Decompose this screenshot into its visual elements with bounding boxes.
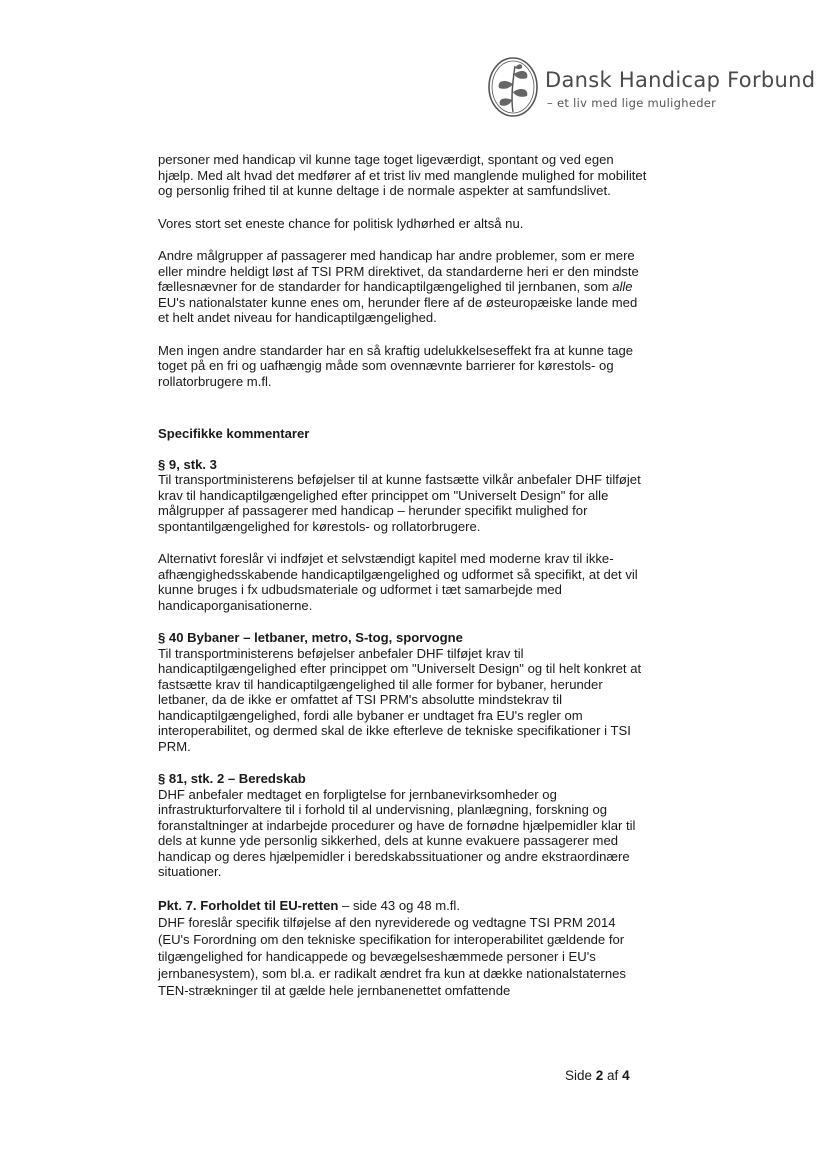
paragraph: personer med handicap vil kunne tage toget ligeværdigt, spontant og ved egen hjælp. Med alt hvad det medfører af et trist liv med manglende mulighed for mobilitet og personlig frihed til at kunne deltage i de normale aspekter at samfundslivet. — [158, 152, 647, 198]
comment-section — [158, 630, 648, 754]
comment-section — [158, 897, 648, 999]
page-label: Side — [565, 1068, 596, 1083]
comment-text: Til transportministerens beføjelser til at kunne fastsætte vilkår anbefaler DHF tilføjet krav til handicaptilgængelighed efter princippet om "Universelt Design" for alle målgrupper af passagerer med handicap – herunder specifikt mulighed for spontantilgængelighed for kørestols- og rollatorbrugere. — [158, 472, 641, 534]
page-number-footer — [565, 1068, 630, 1083]
paragraph: Vores stort set eneste chance for politisk lydhørhed er altså nu. — [158, 215, 524, 231]
page-of-label: af — [603, 1068, 623, 1083]
paragraph — [158, 248, 648, 326]
leaf-emblem-icon — [487, 56, 539, 118]
organization-name: Dansk Handicap Forbund — [545, 68, 816, 92]
paragraph: Alternativt foreslår vi indføjet et selvstændigt kapitel med moderne krav til ikke-afhængighedsskabende handicaptilgængelighed og udformet så specifikt, at det vil kunne bruges i fx udbudsmateriale og udformet i tæt samarbejde med handicaporganisationerne. — [158, 551, 638, 613]
comment-text: DHF anbefaler medtaget en forpligtelse for jernbanevirksomheder og infrastrukturforvaltere til i forhold til al undervisning, planlægning, forskning og foranstaltninger at indarbejde procedurer og have de fornødne hjælpemidler klar til dels at kunne yde personlig sikkerhed, dels at kunne evakuere passagerer med handicap og deres hjælpemidler i beredskabssituationer og andre ekstraordinære situationer. — [158, 786, 636, 879]
comment-text: Til transportministerens beføjelser anbefaler DHF tilføjet krav til handicaptilgængelighed efter princippet om "Universelt Design" og til helt konkret at fastsætte krav til handicaptilgængelighed til alle former for bybaner, herunder letbaner, da de ikke er omfattet af TSI PRM's absolutte mindstekrav til handicaptilgængelighed, fordi alle bybaner er undtaget fra EU's regler om interoperabilitet, og dermed skal de ikke efterleve de tekniske specifikationer i TSI PRM. — [158, 645, 642, 754]
comment-title: § 40 Bybaner – letbaner, metro, S-tog, sporvogne — [158, 630, 463, 645]
paragraph: Men ingen andre standarder har en så kraftig udelukkelseseffekt fra at kunne tage toget på en fri og uafhængig måde som ovennævnte barrierer for kørestols- og rollatorbrugere m.fl. — [158, 342, 634, 389]
letter-body — [158, 152, 648, 1016]
emphasis-text: alle — [612, 279, 633, 294]
comment-title: § 9, stk. 3 — [158, 456, 217, 472]
page-number: 2 — [595, 1068, 604, 1083]
page-total: 4 — [622, 1068, 630, 1083]
comment-section — [158, 457, 648, 535]
comment-subtitle: – side 43 og 48 m.fl. — [338, 897, 460, 913]
organization-logo — [487, 56, 816, 120]
comment-text: DHF foreslår specifik tilføjelse af den nyreviderede og vedtagne TSI PRM 2014 (EU's Forordning om den tekniske specifikation for interoperabilitet gældende for tilgængelighed for handicappede og bevægelseshæmmede personer i EU's jernbanesystem), som bl.a. er radikalt ændret fra kun at dække nationalstaternes TEN-strækninger til at gælde hele jernbanenettet omfattende — [158, 914, 626, 998]
section-heading: Specifikke kommentarer — [158, 426, 310, 441]
paragraph-text: EU's nationalstater kunne enes om, herunder flere af de østeuropæiske lande med et helt andet niveau for handicaptilgængelighed. — [158, 294, 638, 325]
comment-title: Pkt. 7. Forholdet til EU-retten — [158, 897, 339, 913]
comment-title: § 81, stk. 2 – Beredskab — [158, 771, 306, 786]
paragraph-text: Andre målgrupper af passagerer med handicap har andre problemer, som er mere eller mindre heldigt løst af TSI PRM direktivet, da standarderne heri er den mindste fællesnævner for de standarder for handicaptilgængelighed til jernbanen, som — [158, 248, 639, 294]
organization-tagline: – et liv med lige muligheder — [547, 96, 717, 110]
comment-section — [158, 771, 648, 880]
